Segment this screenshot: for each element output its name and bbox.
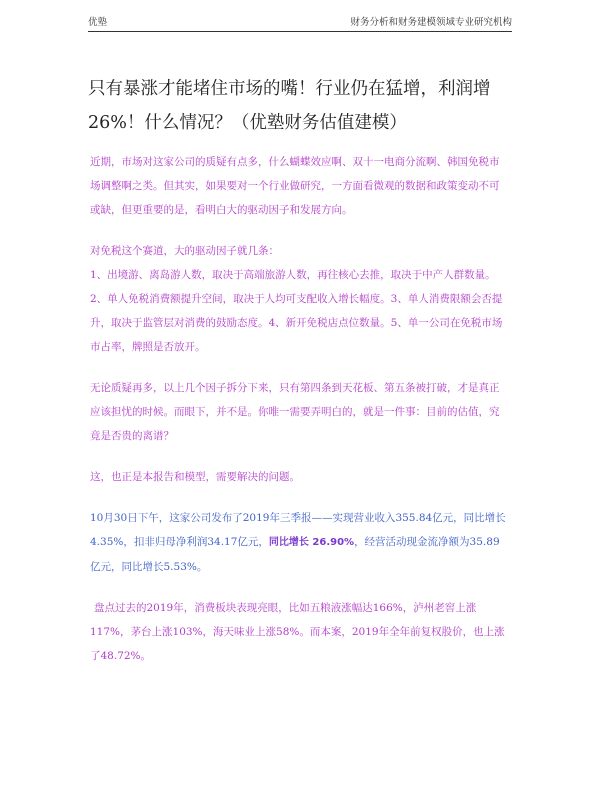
paragraph-drivers-list: 1、出境游、离岛游人数，取决于高端旅游人数，再往核心去推，取决于中产人群数量。2、单人免税消费额提升空间，取决于人均可支配收入增长幅度。3、单人消费限额会否提升，取决于监管层对消费的鼓励态度。4、新开免税店点位数量。5、单一公司在免税市场市占率，牌照是否放开。 xyxy=(90,269,503,353)
header-tagline: 财务分析和财务建模领域专业研究机构 xyxy=(350,17,512,28)
article-body xyxy=(90,150,508,685)
paragraph-market-review: 盘点过去的2019年，消费板块表现亮眼，比如五粮液涨幅达166%，泸州老窖上涨117%，茅台上涨103%，海天味业上涨58%。而本案，2019年全年前复权股价，也上涨了48.72%。 xyxy=(90,602,505,662)
header-divider xyxy=(88,31,512,32)
header-brand: 优塾 xyxy=(88,17,108,28)
paragraph-q3-results xyxy=(90,506,508,579)
q3-text-before: 10月30日下午，这家公司发布了2019年三季报——实现营业收入355.84亿元，同比增长4.35%，扣非归母净利润34.17亿元， xyxy=(90,512,506,548)
paragraph-purpose: 这，也正是本报告和模型，需要解决的问题。 xyxy=(90,471,300,483)
page-header xyxy=(88,12,512,30)
paragraph-concerns: 无论质疑再多，以上几个因子拆分下来，只有第四条到天花板、第五条被打破，才是真正应该担忧的时候。而眼下，并不是。你唯一需要弄明白的，就是一件事：目前的估值，究竟是否贵的离谱？ xyxy=(90,382,500,442)
q3-growth-highlight: 同比增长 26.90% xyxy=(268,537,355,548)
q3-text-after: ，经营活动现金流净额为35.89亿元，同比增长5.53%。 xyxy=(90,536,500,573)
paragraph-drivers-lead: 对免税这个赛道，大的驱动因子就几条： xyxy=(90,245,279,257)
paragraph-intro: 近期，市场对这家公司的质疑有点多，什么蝴蝶效应啊、双十一电商分流啊、韩国免税市场调整啊之类。但其实，如果要对一个行业做研究，一方面看微观的数据和政策变动不可或缺，但更重要的是，看明白大的驱动因子和发展方向。 xyxy=(90,156,500,216)
article-title: 只有暴涨才能堵住市场的嘴！行业仍在猛增，利润增26%！什么情况？（优塾财务估值建模） xyxy=(88,79,491,133)
